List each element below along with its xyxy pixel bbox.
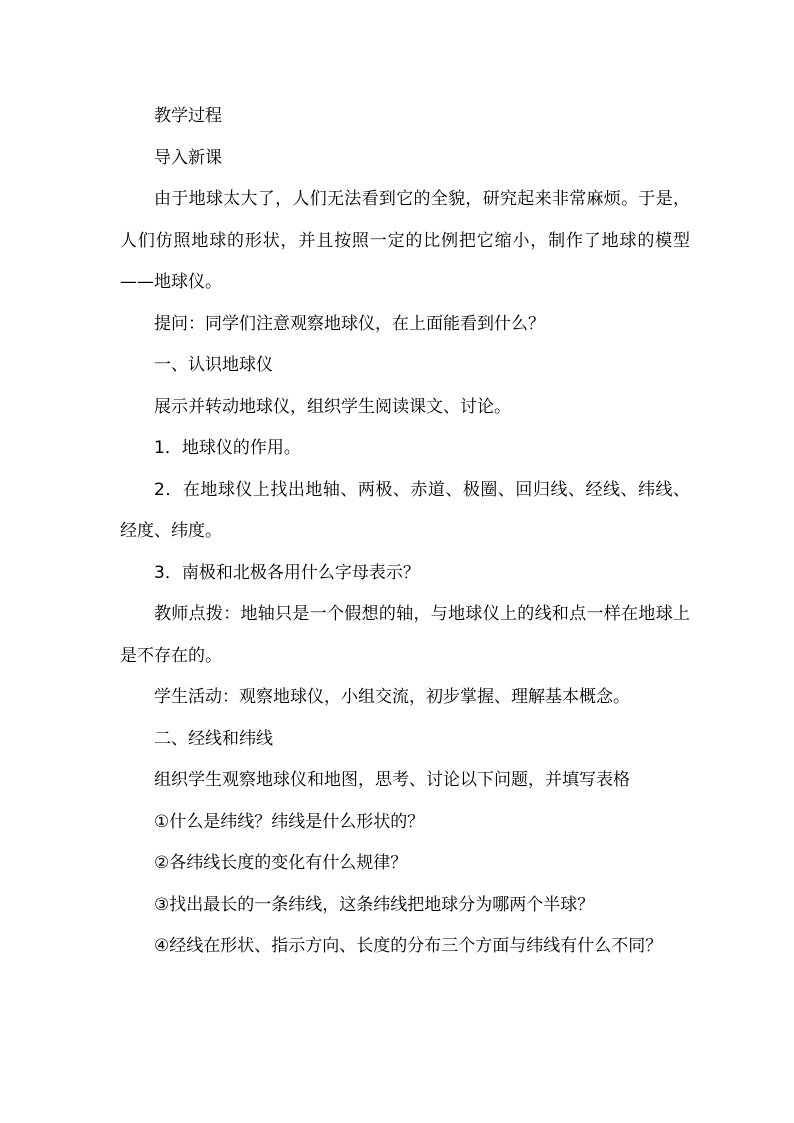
question-4: ④经线在形状、指示方向、长度的分布三个方面与纬线有什么不同？ (154, 936, 663, 956)
section-heading-introduction: 导入新课 (154, 147, 222, 168)
question-3: ③找出最长的一条纬线，这条纬线把地球分为哪两个半球？ (154, 894, 595, 915)
list-item-1: 1．地球仪的作用。 (154, 438, 301, 458)
list-item-3: 3．南极和北极各用什么字母表示？ (154, 562, 420, 583)
document-body (120, 96, 690, 968)
paragraph-organize: 组织学生观察地球仪和地图，思考、讨论以下问题，并填写表格 (154, 770, 630, 790)
section-heading-teaching-process: 教学过程 (154, 106, 222, 126)
paragraph-intro: 由于地球太大了，人们无法看到它的全貌，研究起来非常麻烦。于是，人们仿照地球的形状，并且按照一定的比例把它缩小，制作了地球的模型——地球仪。 (120, 189, 690, 292)
paragraph-teacher-note: 教师点拨：地轴只是一个假想的轴，与地球仪上的线和点一样在地球上是不存在的。 (120, 604, 690, 666)
question-1: ①什么是纬线？纬线是什么形状的？ (154, 811, 425, 832)
question-2: ②各纬线长度的变化有什么规律？ (154, 853, 408, 873)
section-heading-lines: 二、经线和纬线 (154, 728, 273, 749)
section-heading-globe: 一、认识地球仪 (154, 355, 273, 375)
paragraph-student-activity: 学生活动：观察地球仪，小组交流，初步掌握、理解基本概念。 (154, 687, 630, 707)
list-item-2: 2．在地球仪上找出地轴、两极、赤道、极圈、回归线、经线、纬线、经度、纬度。 (120, 479, 690, 541)
paragraph-question: 提问：同学们注意观察地球仪，在上面能看到什么？ (154, 313, 545, 334)
paragraph-demo: 展示并转动地球仪，组织学生阅读课文、讨论。 (154, 396, 511, 417)
